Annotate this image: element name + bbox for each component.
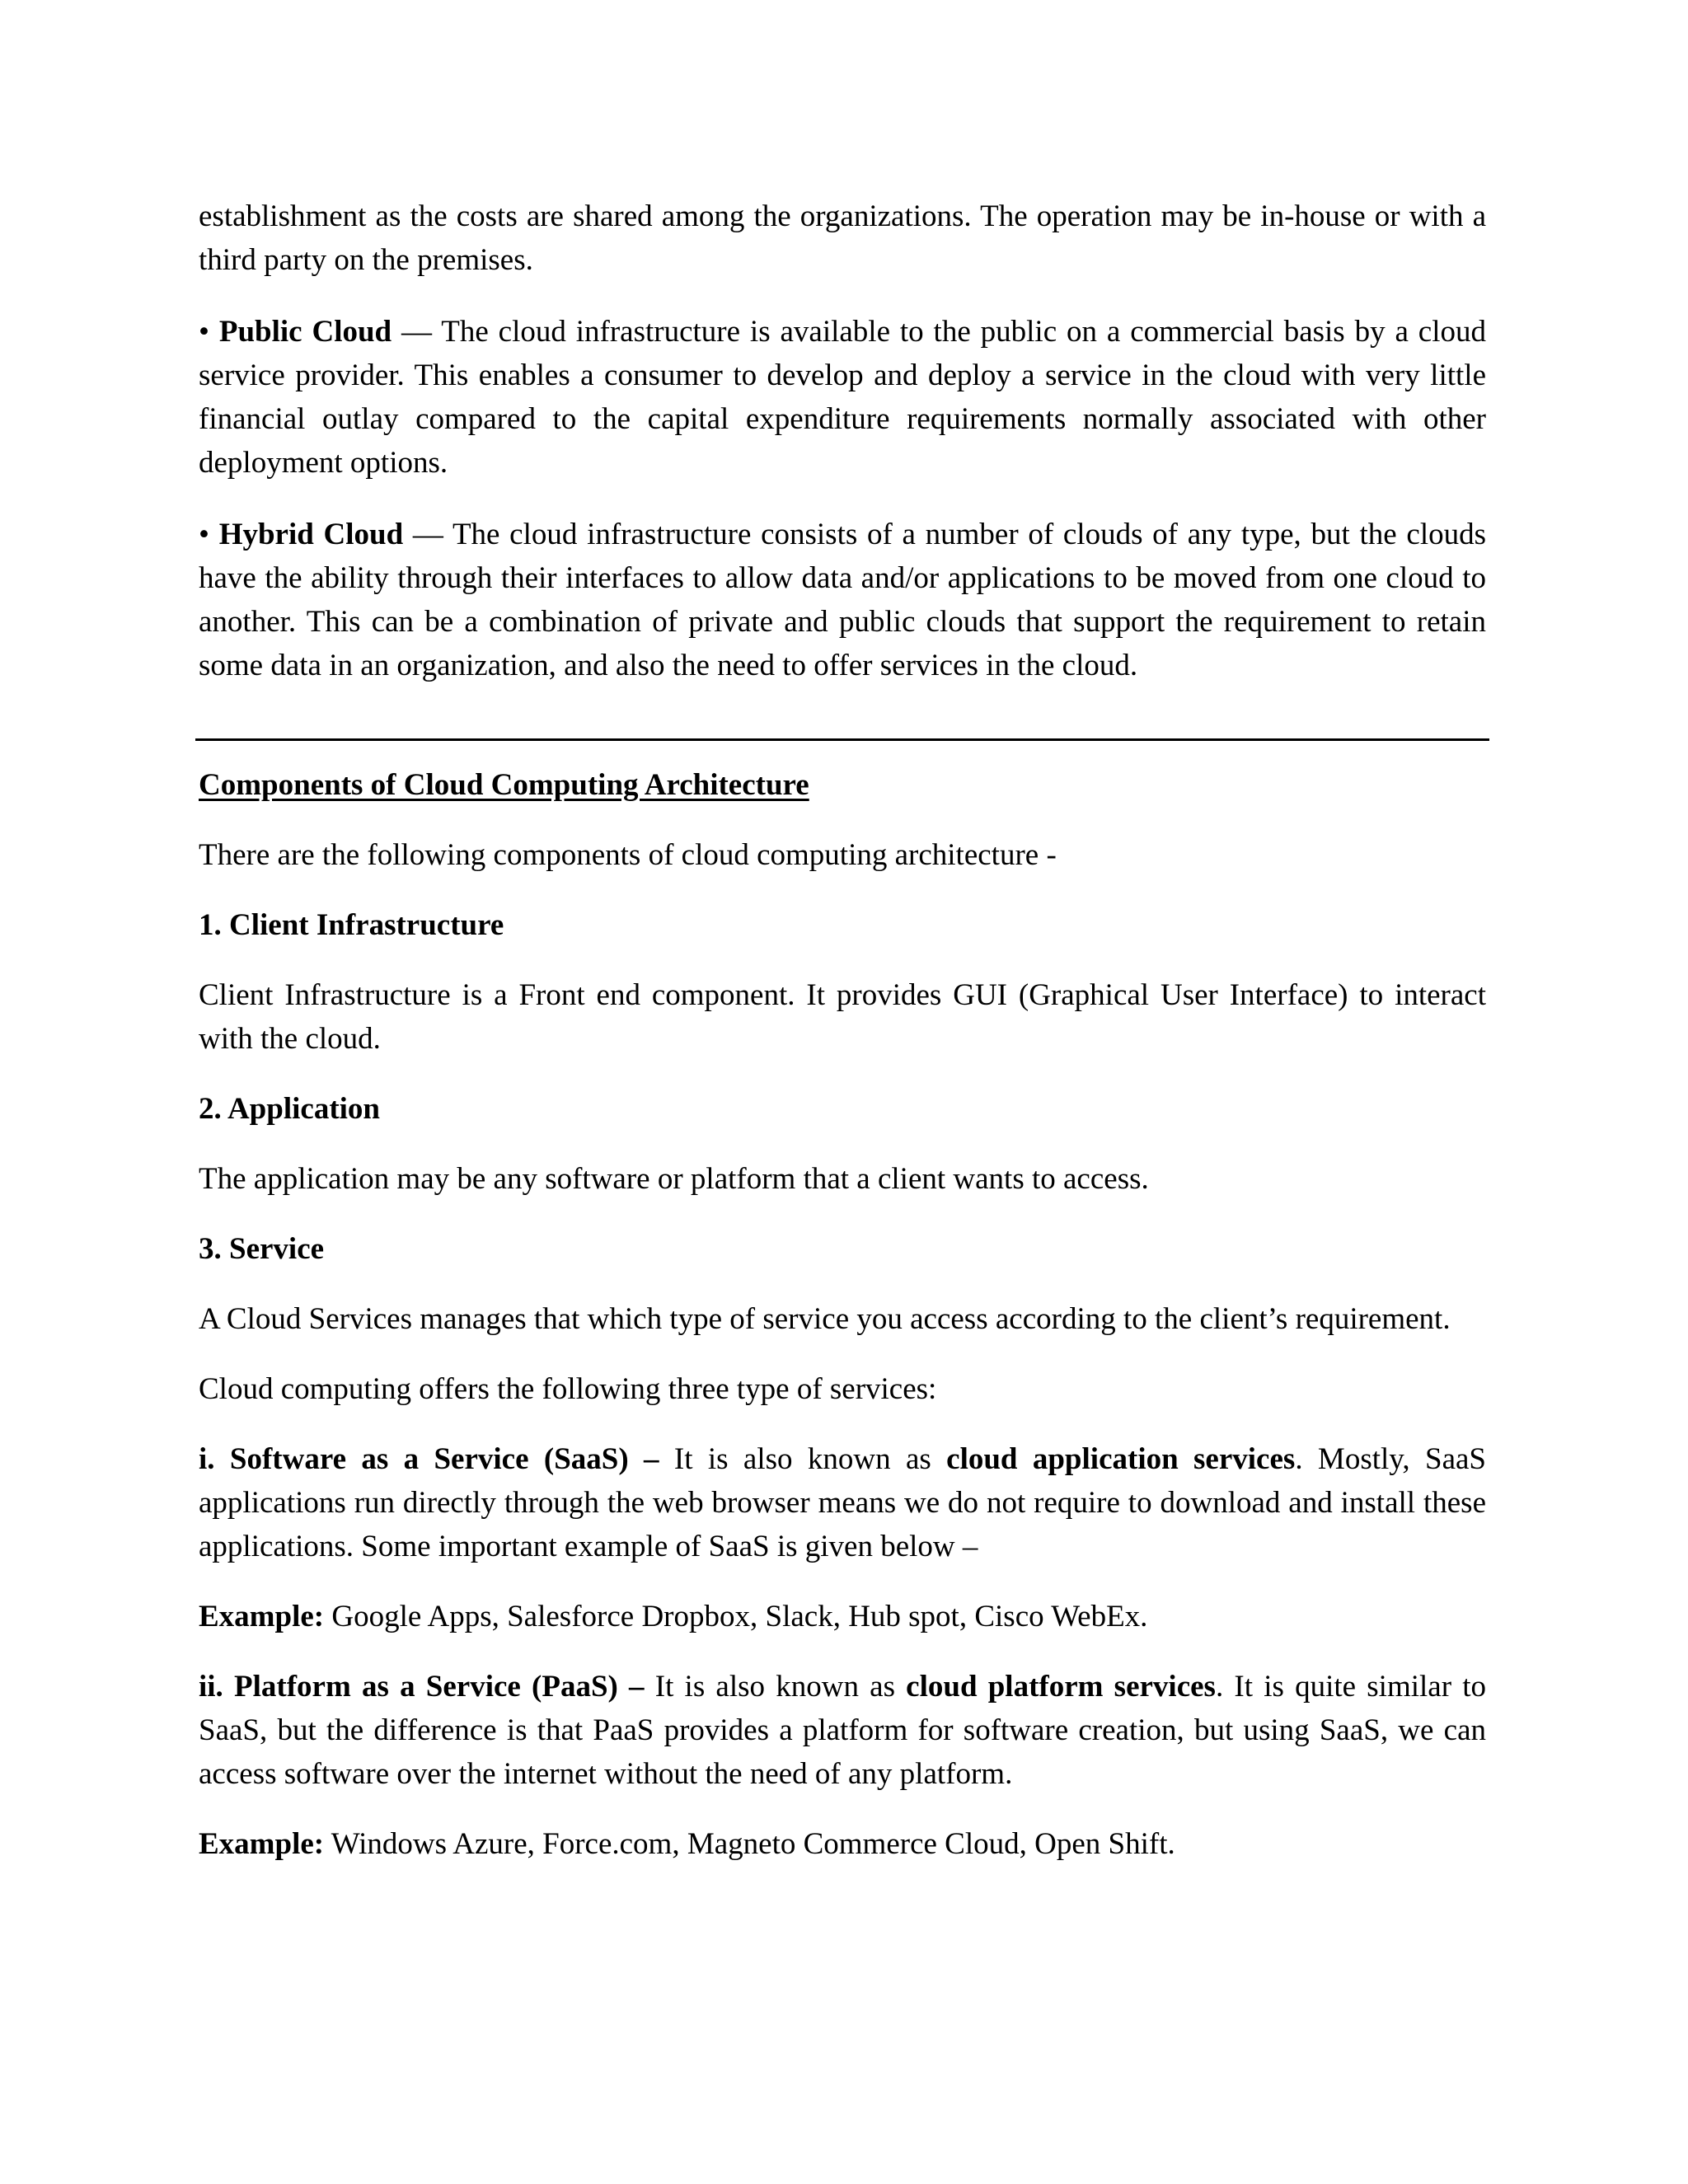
- intro-continuation-paragraph: establishment as the costs are shared among the organizations. The operation may be in-house or with a third party on the premises.: [199, 199, 1486, 277]
- horizontal-divider: [195, 738, 1489, 741]
- service-offers-text: Cloud computing offers the following three type of services:: [199, 1372, 937, 1406]
- paas-bold-term: cloud platform services: [906, 1670, 1216, 1704]
- public-cloud-text: The cloud infrastructure is available to the public on a commercial basis by a cloud service provider. This enables a consumer to develop and deploy a service in the cloud with very little financial outlay compared to the capital expenditure requirements normally associated with other deployment options.: [199, 315, 1486, 480]
- em-dash: —: [403, 518, 452, 551]
- bullet: •: [199, 518, 209, 551]
- saas-example-text: Google Apps, Salesforce Dropbox, Slack, Hub spot, Cisco WebEx.: [324, 1600, 1148, 1633]
- saas-example: [199, 1595, 1486, 1638]
- saas-example-label: Example:: [199, 1600, 325, 1633]
- hybrid-cloud-text: The cloud infrastructure consists of a number of clouds of any type, but the clouds have the ability through their interfaces to allow data and/or applications to be moved from one cloud to another. This can be a combination of private and public clouds that support the requirement to retain some data in an organization, and also the need to offer services in the cloud.: [199, 518, 1486, 682]
- service-title: [199, 1227, 1486, 1271]
- bullet: •: [199, 315, 209, 349]
- paas-pre: It is also known as: [644, 1670, 907, 1704]
- client-infrastructure-title: [199, 903, 1486, 947]
- saas-post: . Mostly, SaaS applications run directly through the web browser means we do not require to download and install these applications. Some important example of SaaS is given below –: [199, 1442, 1486, 1563]
- saas-bold-term: cloud application services: [946, 1442, 1296, 1476]
- components-heading: Components of Cloud Computing Architecture: [199, 768, 809, 802]
- document-top-section: [199, 194, 1486, 687]
- em-dash: —: [392, 315, 442, 349]
- paas-post: . It is quite similar to SaaS, but the difference is that PaaS provides a platform for software creation, but using SaaS, we can access software over the internet without the need of any platform.: [199, 1670, 1487, 1791]
- saas-title: i. Software as a Service (SaaS) –: [199, 1442, 659, 1476]
- paas-title: ii. Platform as a Service (PaaS) –: [199, 1670, 645, 1704]
- application-title: [199, 1087, 1486, 1131]
- hybrid-cloud-term: Hybrid Cloud: [218, 518, 404, 551]
- saas-paragraph: [199, 1437, 1486, 1568]
- client-infrastructure-text: Client Infrastructure is a Front end component. It provides GUI (Graphical User Interface) to interact with the cloud.: [199, 978, 1486, 1056]
- service-title-text: 3. Service: [199, 1232, 325, 1266]
- application-text: The application may be any software or platform that a client wants to access.: [199, 1162, 1149, 1196]
- hybrid-cloud-paragraph: [199, 513, 1486, 687]
- paas-example: [199, 1822, 1486, 1866]
- paas-paragraph: [199, 1665, 1486, 1796]
- paas-example-label: Example:: [199, 1827, 325, 1861]
- client-infrastructure-title-text: 1. Client Infrastructure: [199, 908, 504, 942]
- application-title-text: 2. Application: [199, 1092, 380, 1126]
- saas-pre: It is also known as: [659, 1442, 947, 1476]
- service-text: A Cloud Services manages that which type of service you access according to the client’s requirement.: [199, 1302, 1451, 1336]
- components-intro: There are the following components of cloud computing architecture -: [199, 838, 1057, 872]
- public-cloud-term: Public Cloud: [218, 315, 392, 349]
- paas-example-text: Windows Azure, Force.com, Magneto Commerce Cloud, Open Shift.: [324, 1827, 1175, 1861]
- components-section: [199, 763, 1486, 1866]
- public-cloud-paragraph: [199, 310, 1486, 485]
